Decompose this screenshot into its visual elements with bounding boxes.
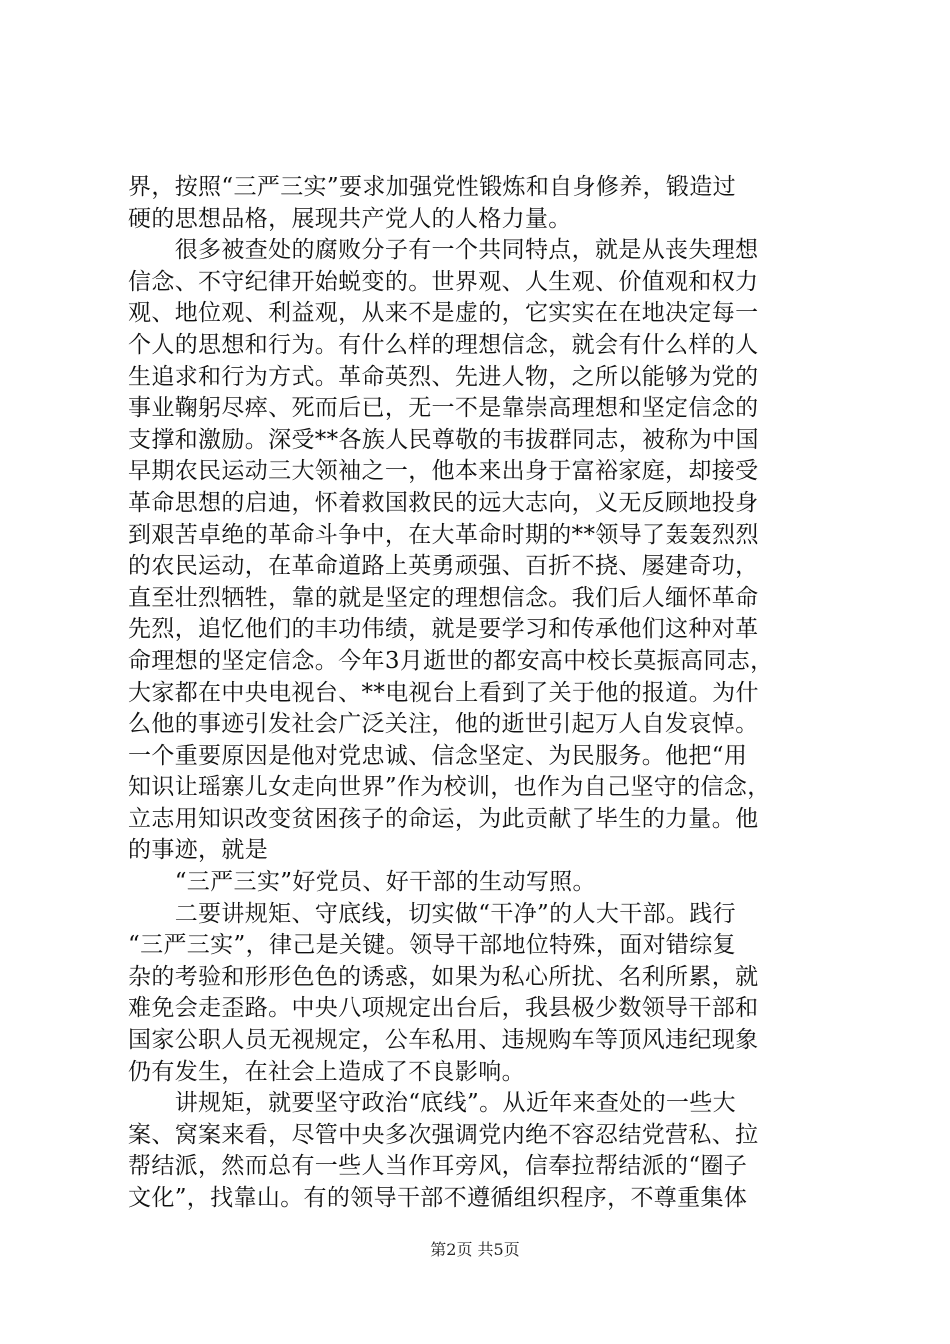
text-line: 命理想的坚定信念。今年3月逝世的都安高中校长莫振高同志，	[128, 647, 774, 674]
text-line: 的农民运动，在革命道路上英勇顽强、百折不挠、屡建奇功，	[128, 553, 759, 580]
text-line: 很多被查处的腐败分子有一个共同特点，就是从丧失理想	[128, 237, 759, 264]
text-line: 先烈，追忆他们的丰功伟绩，就是要学习和传承他们这种对革	[128, 616, 759, 643]
text-line: 观、地位观、利益观，从来不是虚的，它实实在在地决定每一	[128, 300, 759, 327]
text-line: 支撑和激励。深受**各族人民尊敬的韦拔群同志，被称为中国	[128, 426, 759, 453]
text-line: 事业鞠躬尽瘁、死而后已，无一不是靠崇高理想和坚定信念的	[128, 395, 759, 422]
text-line: 文化”，找靠山。有的领导干部不遵循组织程序，不尊重集体	[128, 1185, 748, 1211]
text-line: “三严三实”，律己是关键。领导干部地位特殊，面对错综复	[128, 932, 736, 959]
text-line: 二要讲规矩、守底线，切实做“干净”的人大干部。践行	[128, 900, 736, 927]
text-line: 杂的考验和形形色色的诱惑，如果为私心所扰、名利所累，就	[128, 963, 759, 990]
text-line: 直至壮烈牺牲，靠的就是坚定的理想信念。我们后人缅怀革命	[128, 584, 759, 611]
text-line: 的事迹，就是	[128, 837, 269, 864]
text-line: 国家公职人员无视规定，公车私用、违规购车等顶风违纪现象	[128, 1027, 759, 1054]
text-line: 案、窝案来看，尽管中央多次强调党内绝不容忍结党营私、拉	[128, 1121, 759, 1148]
text-line: 知识让瑶寨儿女走向世界”作为校训，也作为自己坚守的信念，	[128, 774, 771, 801]
text-line: 到艰苦卓绝的革命斗争中，在大革命时期的**领导了轰轰烈烈	[128, 521, 759, 548]
text-line: 大家都在中央电视台、**电视台上看到了关于他的报道。为什	[128, 679, 759, 706]
text-line: 么他的事迹引发社会广泛关注，他的逝世引起万人自发哀悼。	[128, 711, 759, 738]
page-footer: 第2页 共5页	[430, 1240, 520, 1259]
text-line: 难免会走歪路。中央八项规定出台后，我县极少数领导干部和	[128, 995, 759, 1022]
text-line: “三严三实”好党员、好干部的生动写照。	[128, 869, 596, 896]
text-line: 讲规矩，就要坚守政治“底线”。从近年来查处的一些大	[128, 1090, 736, 1117]
text-line: 信念、不守纪律开始蜕变的。世界观、人生观、价值观和权力	[128, 268, 759, 295]
text-line: 生追求和行为方式。革命英烈、先进人物，之所以能够为党的	[128, 363, 759, 390]
text-line: 帮结派，然而总有一些人当作耳旁风，信奉拉帮结派的“圈子	[128, 1153, 748, 1180]
text-line: 硬的思想品格，展现共产党人的人格力量。	[128, 205, 572, 232]
text-line: 一个重要原因是他对党忠诚、信念坚定、为民服务。他把“用	[128, 742, 748, 769]
text-line: 早期农民运动三大领袖之一，他本来出身于富裕家庭，却接受	[128, 458, 759, 485]
text-line: 个人的思想和行为。有什么样的理想信念，就会有什么样的人	[128, 331, 759, 358]
text-line: 仍有发生，在社会上造成了不良影响。	[128, 1058, 525, 1085]
document-body	[128, 172, 830, 1215]
text-line: 界，按照“三严三实”要求加强党性锻炼和自身修养，锻造过	[128, 174, 736, 200]
text-line: 革命思想的启迪，怀着救国救民的远大志向，义无反顾地投身	[128, 489, 759, 516]
text-line: 立志用知识改变贫困孩子的命运，为此贡献了毕生的力量。他	[128, 805, 759, 832]
